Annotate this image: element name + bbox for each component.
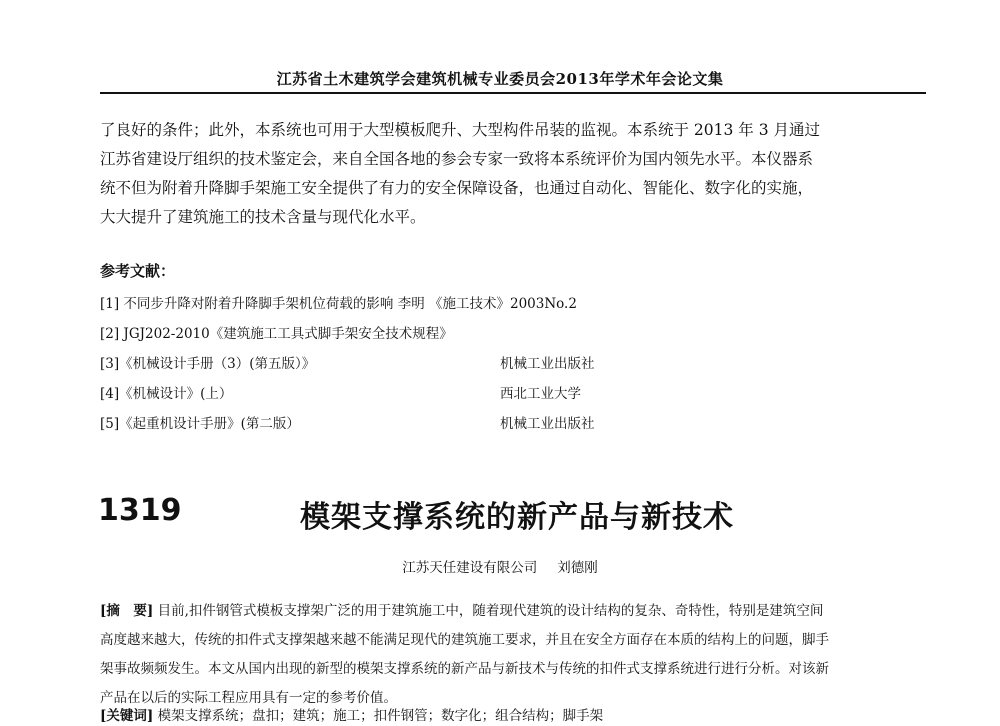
- reference-text: [2] JGJ202-2010《建筑施工工具式脚手架安全技术规程》: [100, 326, 453, 342]
- body-line: 了良好的条件；此外，本系统也可用于大型模板爬升、大型构件吊装的监视。本系统于 2013 年 3 月通过: [100, 121, 821, 139]
- affiliation: 江苏天任建设有限公司: [402, 560, 538, 576]
- reference-publisher: 机械工业出版社: [500, 356, 595, 372]
- author-name: 刘德刚: [557, 560, 598, 576]
- keywords-label: [关键词]: [100, 708, 154, 724]
- header-rule: [100, 92, 926, 94]
- paper-title: 模架支撑系统的新产品与新技术: [300, 500, 734, 535]
- reference-publisher: 西北工业大学: [500, 386, 581, 402]
- paper-number: 1319: [98, 493, 182, 528]
- references-heading: 参考文献：: [100, 262, 176, 280]
- abstract-text: 目前,扣件钢管式模板支撑架广泛的用于建筑施工中，随着现代建筑的设计结构的复杂、奇特性，特别是建筑空间: [157, 603, 824, 619]
- byline: [0, 556, 1000, 576]
- abstract-line: [100, 597, 926, 626]
- abstract-line: 高度越来越大，传统的扣件式支撑架越来越不能满足现代的建筑施工要求，并且在安全方面存在本质的结构上的问题，脚手: [100, 632, 829, 648]
- reference-item: [100, 412, 900, 442]
- reference-text: [1] 不同步升降对附着升降脚手架机位荷载的影响 李明 《施工技术》2003No.2: [100, 296, 577, 312]
- reference-text: [5]《起重机设计手册》(第二版）: [100, 416, 300, 432]
- body-paragraph: [100, 116, 926, 232]
- reference-text: [4]《机械设计》(上）: [100, 386, 233, 402]
- body-line: 江苏省建设厅组织的技术鉴定会，来自全国各地的参会专家一致将本系统评价为国内领先水平。本仪器系: [100, 150, 814, 168]
- abstract-line: 产品在以后的实际工程应用具有一定的参考价值。: [100, 690, 397, 706]
- body-line: 统不但为附着升降脚手架施工安全提供了有力的安全保障设备，也通过自动化、智能化、数字化的实施，: [100, 179, 814, 197]
- reference-item: [100, 292, 900, 322]
- abstract-line: 架事故频频发生。本文从国内出现的新型的模架支撑系统的新产品与新技术与传统的扣件式支撑系统进行进行分析。对该新: [100, 661, 829, 677]
- keywords-text: 模架支撑系统；盘扣；建筑；施工；扣件钢管；数字化；组合结构；脚手架: [157, 708, 604, 724]
- reference-text: [3]《机械设计手册（3）(第五版）》: [100, 356, 316, 372]
- abstract: [100, 597, 926, 713]
- references-list: [100, 292, 900, 442]
- reference-publisher: 机械工业出版社: [500, 416, 595, 432]
- page-header-title: 江苏省土木建筑学会建筑机械专业委员会2013年学术年会论文集: [276, 70, 724, 88]
- reference-item: [100, 352, 900, 382]
- reference-item: [100, 382, 900, 412]
- abstract-label: [摘 要]: [100, 603, 154, 619]
- body-line: 大大提升了建筑施工的技术含量与现代化水平。: [100, 208, 426, 226]
- reference-item: [100, 322, 900, 352]
- keywords: [100, 704, 603, 724]
